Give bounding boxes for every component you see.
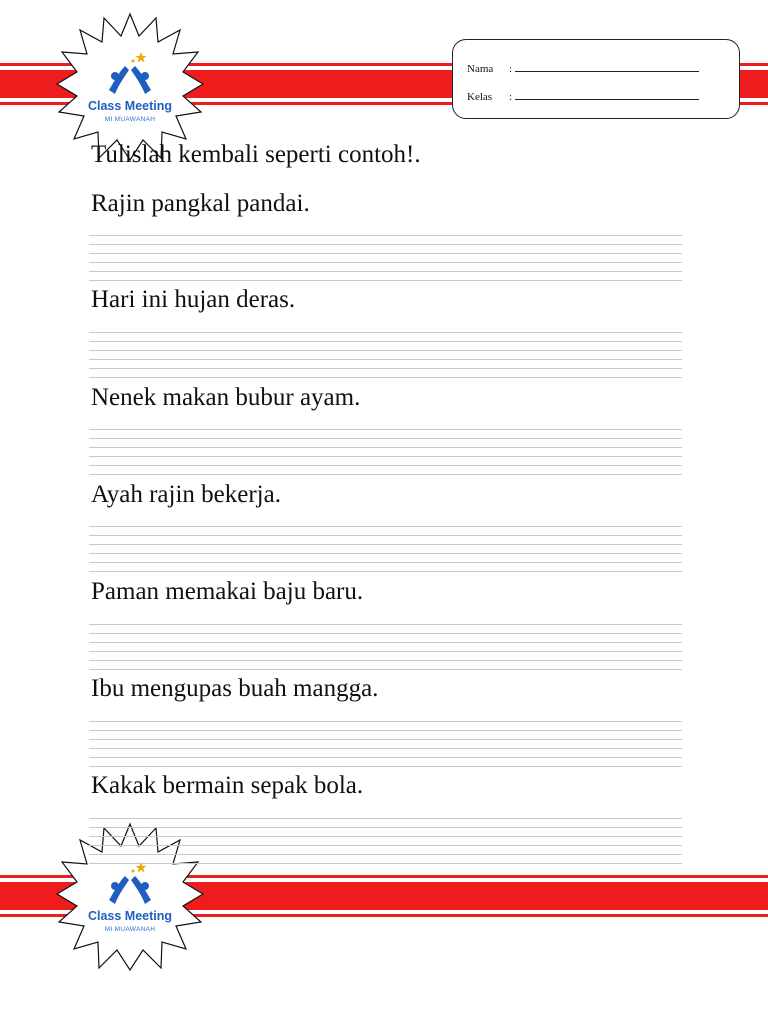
name-separator: : — [509, 63, 513, 75]
badge-subtitle: MI MUAWANAH — [104, 926, 156, 933]
class-label: Kelas — [467, 91, 493, 103]
example-sentence: Paman memakai baju baru. — [91, 578, 364, 605]
example-sentence: Rajin pangkal pandai. — [91, 190, 310, 217]
people-logo-icon — [103, 860, 157, 908]
example-sentence: Ibu mengupas buah mangga. — [91, 675, 379, 702]
badge-subtitle: MI MUAWANAH — [104, 116, 156, 123]
name-label: Nama — [467, 63, 494, 75]
badge-title: Class Meeting — [87, 909, 173, 923]
example-sentence: Nenek makan bubur ayam. — [91, 384, 361, 411]
example-sentence: Kakak bermain sepak bola. — [91, 772, 364, 799]
badge-title: Class Meeting — [87, 99, 173, 113]
people-logo-icon — [103, 50, 157, 98]
example-sentence: Ayah rajin bekerja. — [91, 481, 281, 508]
class-row — [467, 90, 727, 103]
instruction-text: Tulislah kembali seperti contoh!. — [91, 141, 421, 168]
name-write-line[interactable] — [515, 62, 699, 72]
student-info-box — [452, 39, 740, 119]
class-separator: : — [509, 91, 513, 103]
class-meeting-badge-top — [55, 12, 205, 162]
name-row — [467, 62, 727, 75]
class-write-line[interactable] — [515, 90, 699, 100]
example-sentence: Hari ini hujan deras. — [91, 286, 296, 313]
